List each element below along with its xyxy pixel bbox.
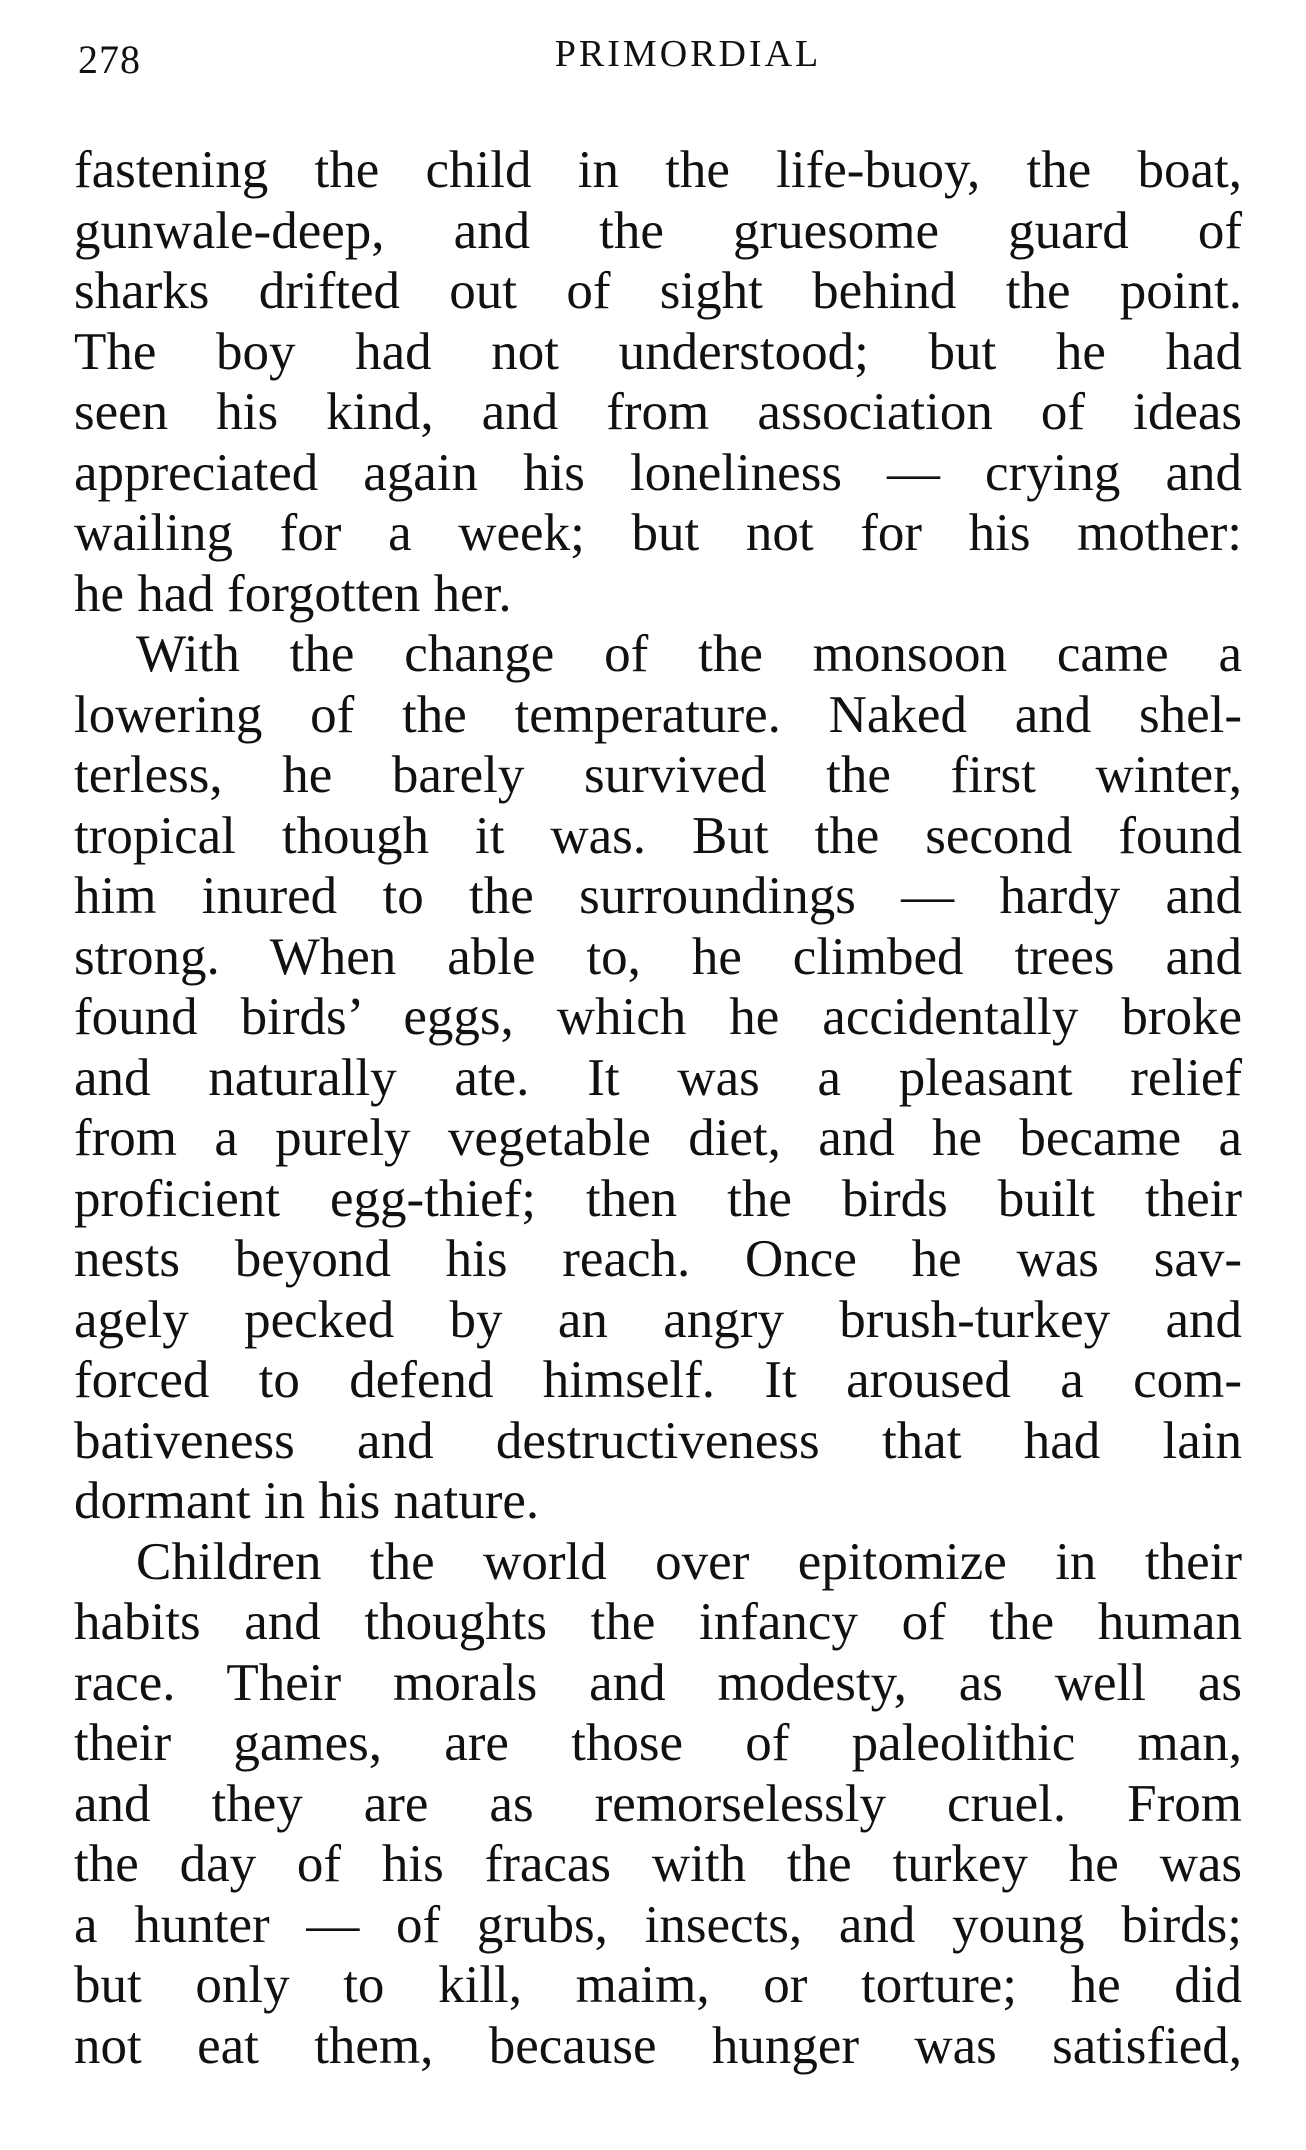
running-head [78,30,1238,90]
text-line: wailing for a week; but not for his mother: [74,504,1242,562]
text-line: forced to defend himself. It aroused a com- [74,1351,1242,1409]
text-line: sharks drifted out of sight behind the point. [74,262,1242,320]
text-line: appreciated again his loneliness — crying and [74,443,1242,502]
text-line: race. Their morals and modesty, as well as [74,1653,1242,1712]
text-line: nests beyond his reach. Once he was sav- [74,1230,1242,1288]
text-line: tropical though it was. But the second found [74,806,1242,865]
text-line: proficient egg-thief; then the birds built their [74,1169,1242,1228]
text-line: found birds’ eggs, which he accidentally broke [74,988,1242,1046]
page-number: 278 [78,37,141,82]
text-line: terless, he barely survived the first winter, [74,746,1242,804]
text-line: but only to kill, maim, or torture; he did [74,1956,1242,2014]
text-line: fastening the child in the life-buoy, the boat, [74,141,1242,199]
text-line: agely pecked by an angry brush-turkey and [74,1290,1242,1349]
text-line: their games, are those of paleolithic man, [74,1714,1242,1772]
text-line: With the change of the monsoon came a [136,625,1242,683]
text-line: lowering of the temperature. Naked and shel- [74,685,1242,744]
body-text [74,140,1242,2076]
text-line: The boy had not understood; but he had [74,322,1242,381]
text-line: and naturally ate. It was a pleasant relief [74,1048,1242,1107]
text-line: dormant in his nature. [74,1472,540,1530]
text-line: and they are as remorselessly cruel. From [74,1774,1242,1833]
text-line: strong. When able to, he climbed trees and [74,927,1242,986]
text-line: the day of his fracas with the turkey he was [74,1835,1242,1893]
text-line: habits and thoughts the infancy of the human [74,1593,1242,1651]
text-line: not eat them, because hunger was satisfied, [74,2016,1242,2075]
text-line: Children the world over epitomize in their [136,1532,1242,1591]
text-line: from a purely vegetable diet, and he became a [74,1109,1242,1167]
text-line: him inured to the surroundings — hardy and [74,867,1242,925]
text-line: gunwale-deep, and the gruesome guard of [74,201,1242,260]
text-line: seen his kind, and from association of ideas [74,383,1242,441]
text-line: he had forgotten her. [74,564,512,623]
running-title: PRIMORDIAL [554,33,822,75]
text-line: a hunter — of grubs, insects, and young birds; [74,1895,1242,1954]
text-line: bativeness and destructiveness that had lain [74,1411,1242,1470]
